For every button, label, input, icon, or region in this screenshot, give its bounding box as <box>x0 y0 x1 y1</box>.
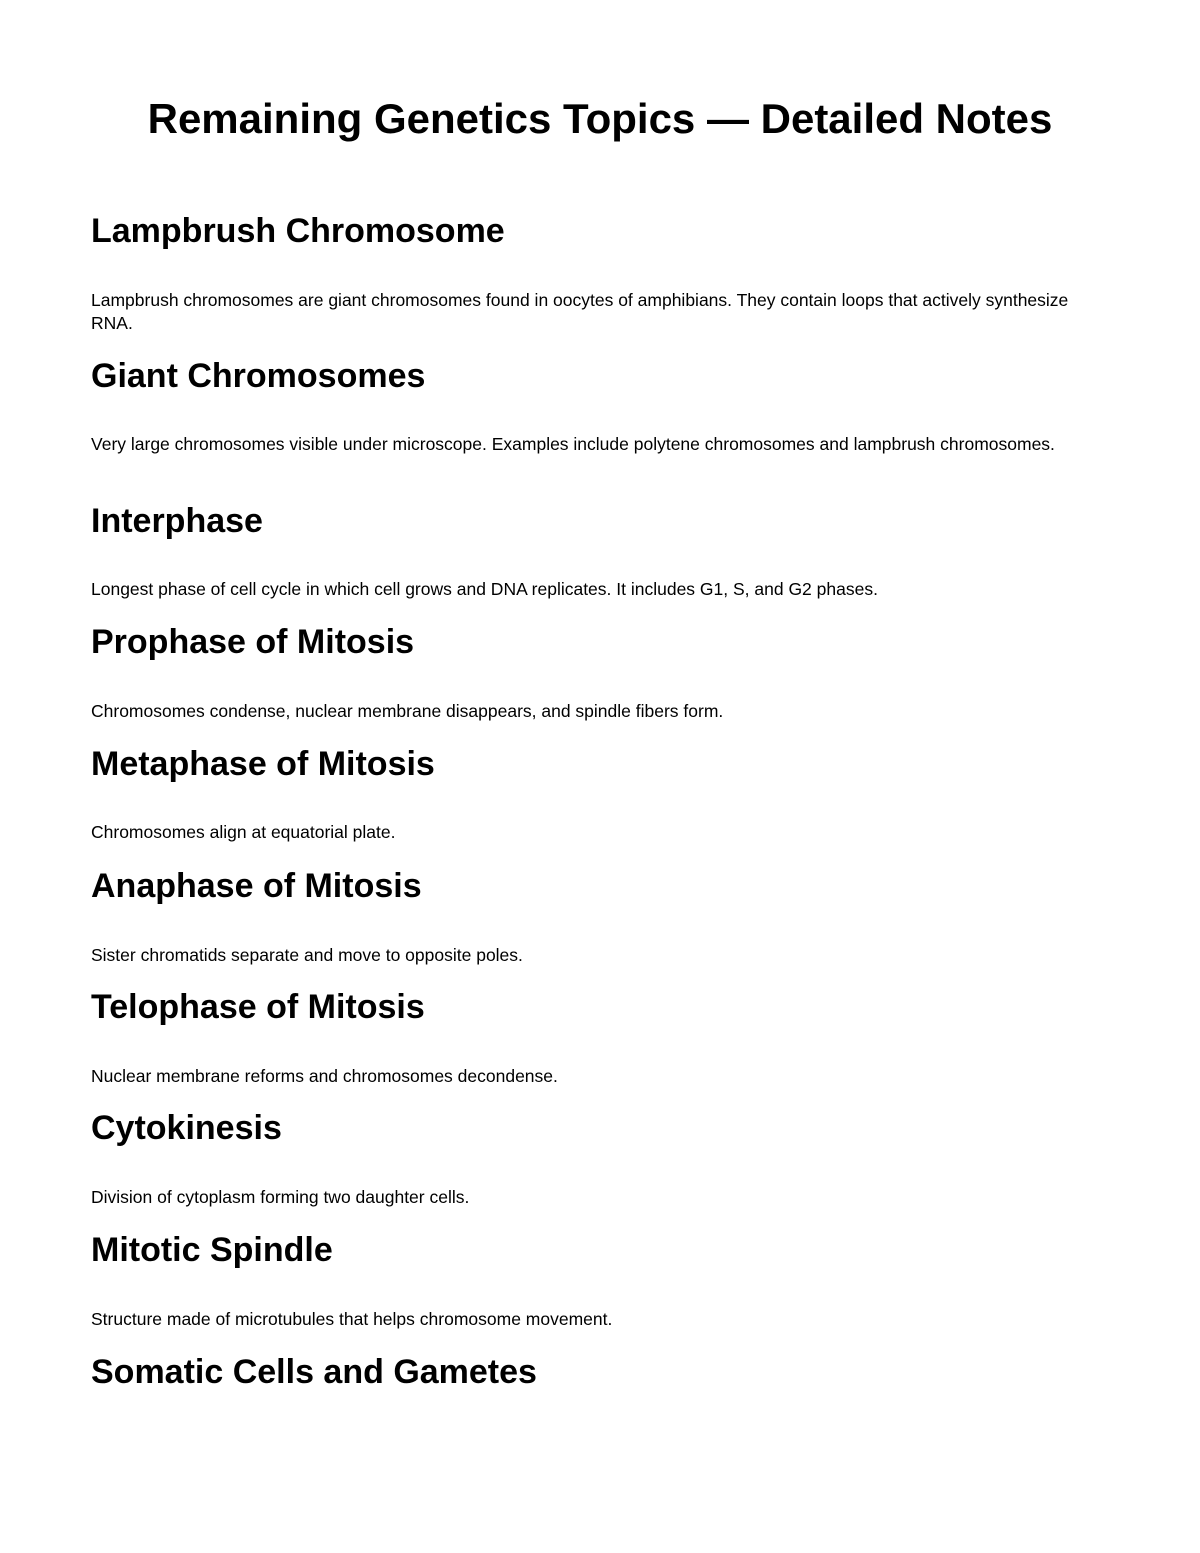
section-heading-mitotic-spindle: Mitotic Spindle <box>91 1231 333 1269</box>
section-heading-metaphase: Metaphase of Mitosis <box>91 745 435 783</box>
section-body-anaphase: Sister chromatids separate and move to opposite poles. <box>91 945 523 965</box>
section-body-lampbrush-chromosome: Lampbrush chromosomes are giant chromosomes found in oocytes of amphibians. They contain loops that actively synthesize RNA. <box>91 290 1069 333</box>
section-heading-lampbrush-chromosome: Lampbrush Chromosome <box>91 212 505 250</box>
section-heading-somatic-cells-and-gametes: Somatic Cells and Gametes <box>91 1353 537 1391</box>
section-heading-anaphase: Anaphase of Mitosis <box>91 867 422 905</box>
section-body-mitotic-spindle: Structure made of microtubules that helps chromosome movement. <box>91 1309 613 1329</box>
section-body-interphase: Longest phase of cell cycle in which cell grows and DNA replicates. It includes G1, S, and G2 phases. <box>91 579 878 599</box>
section-heading-telophase: Telophase of Mitosis <box>91 988 425 1026</box>
section-body-telophase: Nuclear membrane reforms and chromosomes decondense. <box>91 1066 558 1086</box>
section-heading-prophase: Prophase of Mitosis <box>91 623 415 661</box>
page-title: Remaining Genetics Topics — Detailed Notes <box>147 95 1053 142</box>
section-heading-giant-chromosomes: Giant Chromosomes <box>91 357 426 395</box>
section-heading-cytokinesis: Cytokinesis <box>91 1109 282 1147</box>
section-heading-interphase: Interphase <box>91 502 263 540</box>
section-body-cytokinesis: Division of cytoplasm forming two daughter cells. <box>91 1187 470 1207</box>
section-body-giant-chromosomes: Very large chromosomes visible under microscope. Examples include polytene chromosomes and lampbrush chromosomes. <box>91 434 1055 454</box>
section-body-metaphase: Chromosomes align at equatorial plate. <box>91 822 396 842</box>
section-body-prophase: Chromosomes condense, nuclear membrane disappears, and spindle fibers form. <box>91 701 724 721</box>
